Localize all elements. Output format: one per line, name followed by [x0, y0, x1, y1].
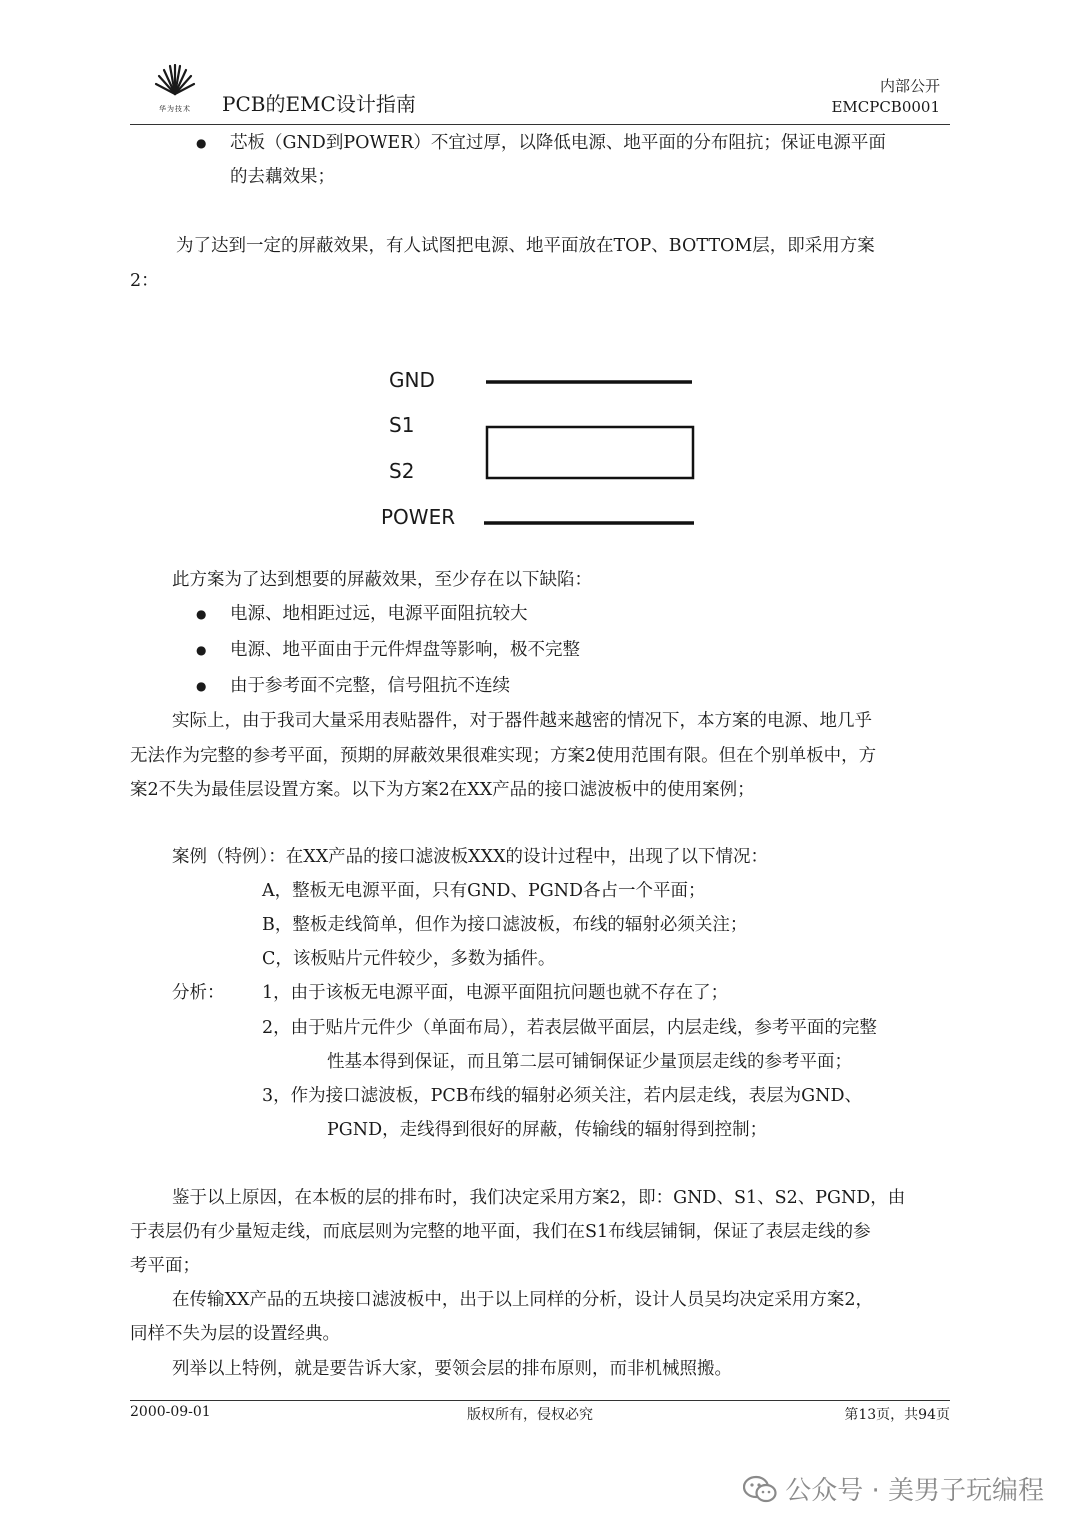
practice-line2: 无法作为完整的参考平面，预期的屏蔽效果很难实现；方案2使用范围有限。但在个别单板中，方 [130, 746, 877, 766]
analysis-item-1: 1，由于该板无电源平面，电源平面阻抗问题也就不存在了； [262, 983, 729, 1003]
company-logo [152, 64, 198, 113]
bullet-core-line2: 的去藕效果； [230, 167, 335, 187]
footer-page-number: 第13页，共94页 [844, 1407, 950, 1423]
footer-date: 2000-09-01 [130, 1404, 211, 1420]
classification-label: 内部公开 [879, 77, 940, 95]
footer-copyright: 版权所有，侵权必究 [467, 1407, 593, 1423]
diagram-label-s1: S1 [389, 413, 415, 437]
case-item-a: A，整板无电源平面，只有GND、PGND各占一个平面； [262, 881, 706, 901]
header-meta [831, 76, 940, 118]
diagram-label-gnd: GND [389, 368, 435, 392]
footer-rule [130, 1400, 950, 1401]
defects-intro: 此方案为了达到想要的屏蔽效果，至少存在以下缺陷： [172, 570, 592, 590]
document-title: PCB的EMC设计指南 [222, 92, 416, 116]
bullet-core-line1: 芯板（GND到POWER）不宜过厚，以降低电源、地平面的分布阻抗；保证电源平面 [230, 133, 886, 153]
bullet-dot: ● [196, 643, 207, 657]
layer-stack-diagram [480, 374, 700, 530]
diagram-label-s2: S2 [389, 459, 415, 483]
practice-line1: 实际上，由于我司大量采用表贴器件，对于器件越来越密的情况下，本方案的电源、地几乎 [172, 711, 872, 731]
wechat-icon [743, 1475, 777, 1503]
watermark-text: 公众号 · 美男子玩编程 [785, 1476, 1044, 1506]
diagram-label-power: POWER [381, 505, 456, 529]
defect-item: 电源、地平面由于元件焊盘等影响，极不完整 [230, 640, 580, 660]
analysis-item-3-line1: 3，作为接口滤波板，PCB布线的辐射必须关注，若内层走线，表层为GND、 [262, 1086, 862, 1106]
analysis-item-3-line2: PGND，走线得到很好的屏蔽，传输线的辐射得到控制； [327, 1120, 768, 1140]
defect-item: 由于参考面不完整，信号阻抗不连续 [230, 676, 510, 696]
bullet-dot: ● [196, 679, 207, 693]
transfer-line2: 同样不失为层的设置经典。 [130, 1324, 340, 1344]
transfer-line1: 在传输XX产品的五块接口滤波板中，出于以上同样的分析，设计人员吴均决定采用方案2， [172, 1290, 874, 1310]
case-intro: 案例（特例）：在XX产品的接口滤波板XXX的设计过程中，出现了以下情况： [172, 847, 769, 867]
decision-line2: 于表层仍有少量短走线，而底层则为完整的地平面，我们在S1布线层铺铜，保证了表层走线的参 [130, 1222, 871, 1242]
logo-text: 华为技术 [159, 105, 191, 113]
analysis-label: 分析： [172, 983, 225, 1003]
analysis-item-2-line1: 2，由于贴片元件少（单面布局），若表层做平面层，内层走线，参考平面的完整 [262, 1018, 877, 1038]
decision-line1: 鉴于以上原因，在本板的层的排布时，我们决定采用方案2，即：GND、S1、S2、PGND，由 [172, 1188, 906, 1208]
bullet-dot: ● [196, 607, 207, 621]
case-item-c: C，该板贴片元件较少，多数为插件。 [262, 949, 556, 969]
intro-line2: 2： [130, 271, 159, 291]
defect-item: 电源、地相距过远，电源平面阻抗较大 [230, 604, 528, 624]
practice-line3: 案2不失为最佳层设置方案。以下为方案2在XX产品的接口滤波板中的使用案例； [130, 780, 755, 800]
analysis-item-2-line2: 性基本得到保证，而且第二层可铺铜保证少量顶层走线的参考平面； [327, 1052, 852, 1072]
signal-layers-box [487, 427, 693, 478]
watermark [743, 1470, 1044, 1507]
document-id: EMCPCB0001 [831, 98, 940, 116]
conclusion: 列举以上特例，就是要告诉大家，要领会层的排布原则，而非机械照搬。 [172, 1359, 732, 1379]
case-item-b: B，整板走线简单，但作为接口滤波板，布线的辐射必须关注； [262, 915, 748, 935]
header-rule [130, 124, 950, 125]
intro-line1: 为了达到一定的屏蔽效果，有人试图把电源、地平面放在TOP、BOTTOM层，即采用方案 [176, 236, 875, 256]
bullet-dot: ● [196, 136, 207, 150]
decision-line3: 考平面； [130, 1256, 200, 1276]
